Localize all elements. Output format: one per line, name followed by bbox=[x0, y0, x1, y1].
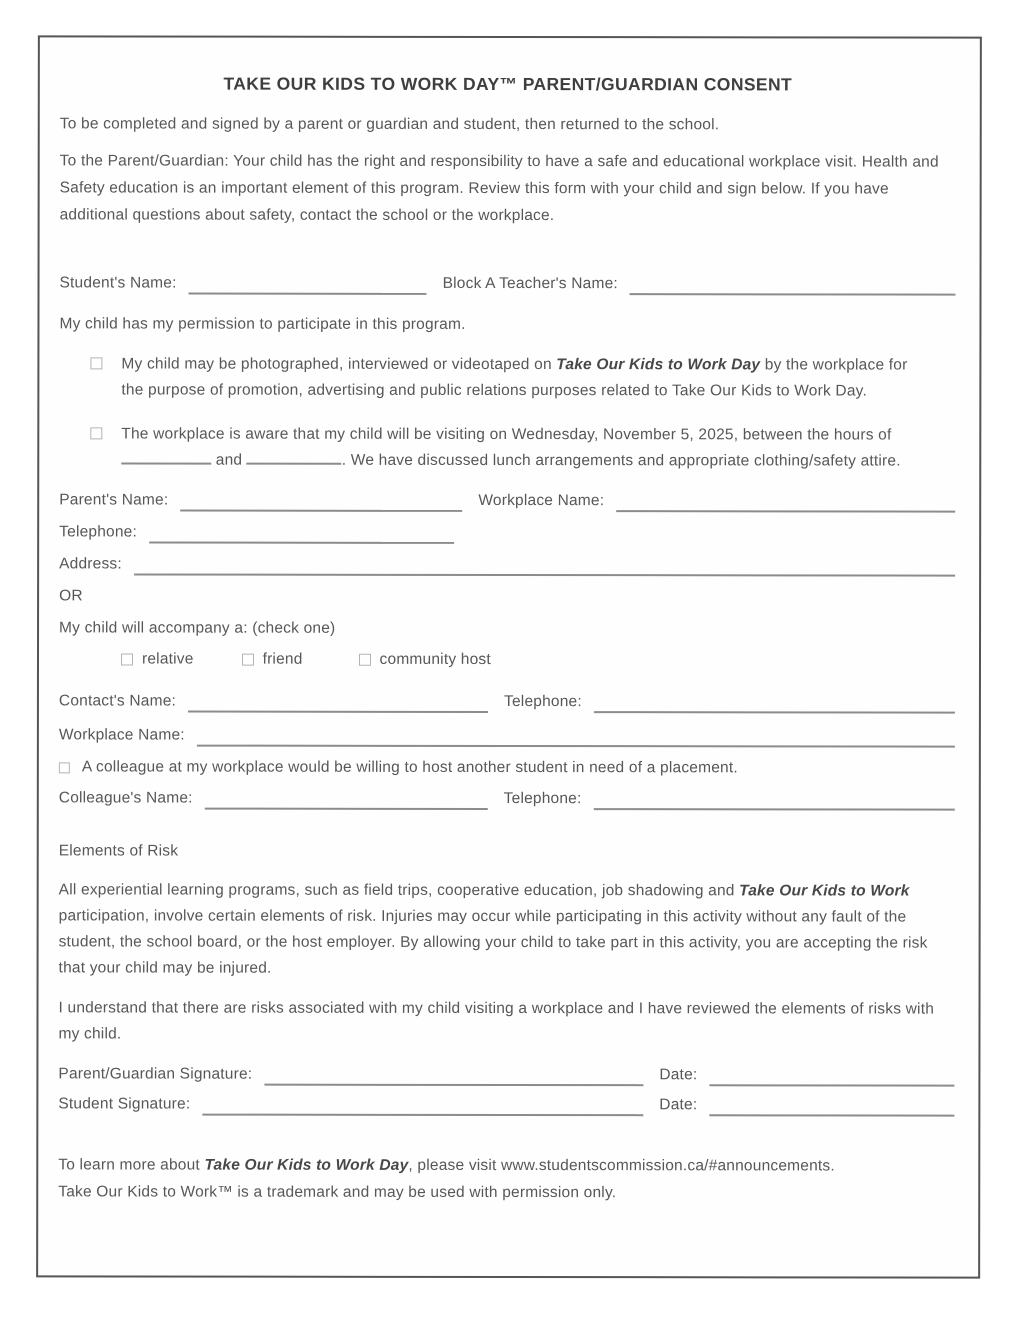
risk-p1-post: participation, involve certain elements of risk. Injuries may occur while participating in this activity without any fault of the student, the school board, or the host employer. By allowing your child to take part in this activity, you are accepting the risk that your child may be injured. bbox=[58, 907, 928, 977]
teacher-name-blank[interactable] bbox=[630, 273, 956, 295]
workplace-name-blank-2[interactable] bbox=[197, 725, 955, 748]
relative-checkbox[interactable] bbox=[121, 653, 133, 665]
telephone-row bbox=[59, 521, 955, 544]
colleague-telephone-blank[interactable] bbox=[594, 788, 955, 811]
accompany-options bbox=[121, 648, 955, 671]
address-row bbox=[59, 553, 955, 576]
hours-from-blank[interactable] bbox=[121, 448, 211, 464]
parent-guardian-note: To the Parent/Guardian: Your child has the right and responsibility to have a safe and educational workplace visit. Health and Safety education is an important element of this program. Review this form with your child and sign below. If you have additional questions about safety, contact the school or the workplace. bbox=[59, 152, 939, 225]
student-signature-blank[interactable] bbox=[202, 1094, 643, 1117]
date-label-1: Date: bbox=[659, 1066, 698, 1084]
teacher-name-label: Block A Teacher's Name: bbox=[442, 274, 618, 293]
parent-workplace-row bbox=[59, 489, 955, 512]
student-name-label: Student's Name: bbox=[59, 274, 177, 292]
consent-form-sheet bbox=[36, 35, 982, 1278]
colleague-telephone-label: Telephone: bbox=[503, 789, 582, 808]
workplace-row-2 bbox=[59, 724, 955, 747]
friend-option[interactable] bbox=[242, 651, 303, 669]
relative-label: relative bbox=[141, 650, 194, 668]
photo-consent-post: by the workplace for the purpose of promotion, advertising and public relations purposes related to Take Our Kids to Work Day. bbox=[121, 356, 908, 400]
footer-trademark-line: Take Our Kids to Work™ is a trademark and may be used with permission only. bbox=[58, 1183, 617, 1202]
photo-consent-pre: My child may be photographed, interviewed or videotaped on bbox=[121, 355, 557, 374]
parent-signature-blank[interactable] bbox=[264, 1064, 643, 1087]
risk-paragraph-2: I understand that there are risks associated with my child visiting a workplace and I have reviewed the elements of risks with my child. bbox=[58, 999, 935, 1043]
risk-p1-emphasis: Take Our Kids to Work bbox=[739, 882, 910, 900]
risk-p1-pre: All experiential learning programs, such as field trips, cooperative education, job shadowing and bbox=[58, 881, 740, 900]
address-blank[interactable] bbox=[134, 553, 955, 576]
contact-name-label: Contact's Name: bbox=[58, 692, 177, 710]
date-label-2: Date: bbox=[659, 1096, 698, 1114]
colleague-row bbox=[59, 787, 955, 810]
parent-name-label: Parent's Name: bbox=[59, 491, 169, 509]
permission-line: My child has my permission to participate in this program. bbox=[59, 315, 466, 333]
form-title: TAKE OUR KIDS TO WORK DAY™ PARENT/GUARDIAN CONSENT bbox=[223, 73, 793, 95]
community-host-checkbox[interactable] bbox=[359, 654, 371, 666]
relative-option[interactable] bbox=[121, 650, 194, 668]
intro-line: To be completed and signed by a parent or guardian and student, then returned to the school. bbox=[59, 115, 720, 134]
visit-consent-item bbox=[59, 421, 955, 474]
hours-to-blank[interactable] bbox=[247, 449, 342, 465]
colleague-name-blank[interactable] bbox=[205, 788, 488, 810]
visit-consent-checkbox[interactable] bbox=[90, 427, 102, 439]
friend-checkbox[interactable] bbox=[242, 654, 254, 666]
photo-consent-emphasis: Take Our Kids to Work Day bbox=[556, 356, 761, 374]
footer-post: , please visit www.studentscommission.ca/#announcements. bbox=[408, 1156, 835, 1175]
contact-telephone-label: Telephone: bbox=[504, 692, 582, 711]
photo-consent-item bbox=[59, 351, 955, 404]
contact-telephone-blank[interactable] bbox=[594, 691, 955, 714]
community-host-option[interactable] bbox=[359, 651, 491, 669]
student-signature-row bbox=[58, 1093, 954, 1116]
colleague-host-checkbox[interactable] bbox=[59, 762, 70, 773]
or-label: OR bbox=[59, 587, 83, 605]
visit-consent-mid: and bbox=[211, 451, 247, 469]
address-label: Address: bbox=[59, 555, 122, 573]
contact-row bbox=[59, 690, 955, 713]
footer-note bbox=[58, 1151, 954, 1206]
visit-consent-text bbox=[121, 421, 933, 474]
student-teacher-row bbox=[60, 272, 956, 295]
risk-paragraph-1 bbox=[59, 877, 955, 982]
student-name-blank[interactable] bbox=[189, 273, 427, 295]
parent-name-blank[interactable] bbox=[180, 490, 462, 512]
date-blank-2[interactable] bbox=[709, 1094, 954, 1116]
workplace-name-label-2: Workplace Name: bbox=[58, 726, 185, 744]
date-blank-1[interactable] bbox=[709, 1064, 954, 1086]
visit-consent-pre: The workplace is aware that my child will be visiting on Wednesday, November 5, 2025, between the hours of bbox=[121, 425, 892, 444]
footer-pre: To learn more about bbox=[58, 1156, 205, 1174]
student-signature-label: Student Signature: bbox=[58, 1095, 191, 1113]
photo-consent-checkbox[interactable] bbox=[90, 357, 102, 369]
workplace-name-blank[interactable] bbox=[616, 490, 955, 512]
accompany-line: My child will accompany a: (check one) bbox=[59, 619, 336, 637]
footer-emphasis: Take Our Kids to Work Day bbox=[204, 1156, 409, 1174]
colleague-host-text: A colleague at my workplace would be willing to host another student in need of a placement. bbox=[81, 758, 738, 777]
visit-consent-post: . We have discussed lunch arrangements and appropriate clothing/safety attire. bbox=[341, 451, 901, 470]
risk-heading: Elements of Risk bbox=[58, 842, 179, 860]
colleague-name-label: Colleague's Name: bbox=[58, 789, 193, 807]
workplace-name-label: Workplace Name: bbox=[478, 491, 605, 510]
community-host-label: community host bbox=[379, 650, 491, 668]
photo-consent-text bbox=[121, 351, 933, 404]
friend-label: friend bbox=[262, 650, 303, 668]
parent-signature-row bbox=[58, 1063, 954, 1086]
telephone-blank[interactable] bbox=[149, 521, 454, 543]
parent-signature-label: Parent/Guardian Signature: bbox=[58, 1065, 253, 1083]
telephone-label: Telephone: bbox=[59, 523, 138, 541]
contact-name-blank[interactable] bbox=[188, 691, 488, 713]
colleague-host-line bbox=[59, 755, 955, 780]
